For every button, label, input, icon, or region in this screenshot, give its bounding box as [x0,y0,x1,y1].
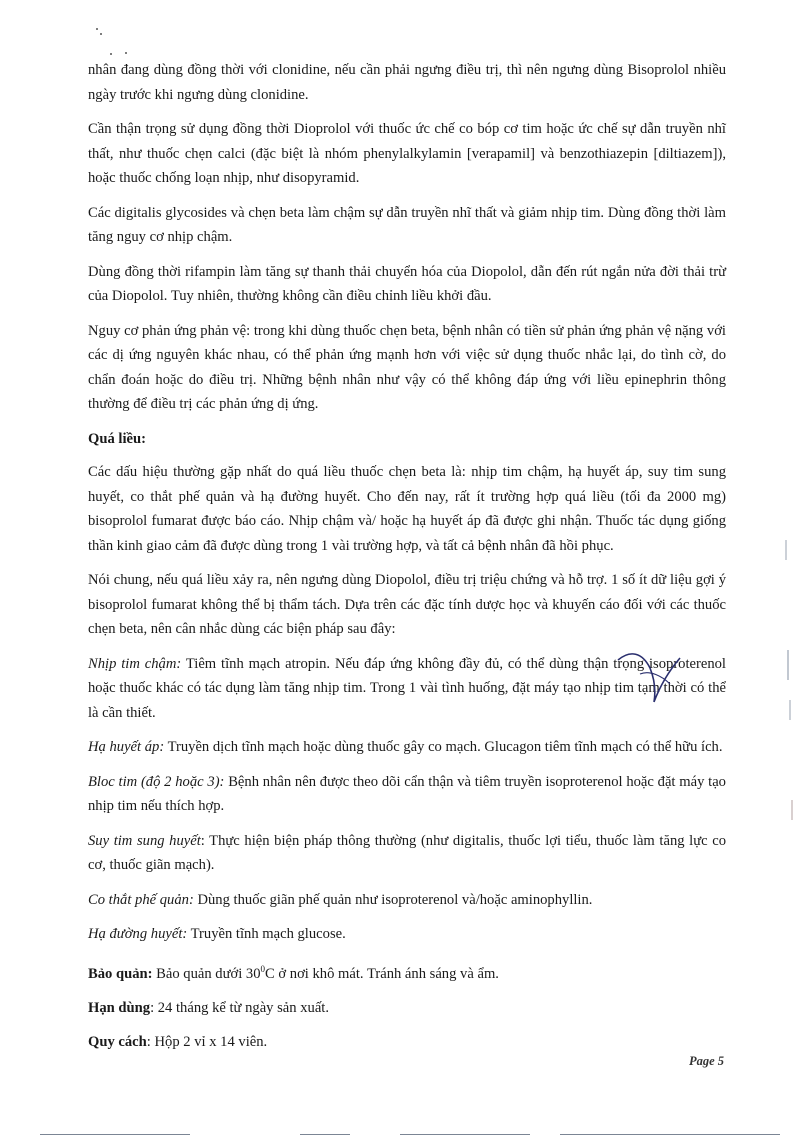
storage-text: Bảo quản dưới 30 [152,965,261,982]
handwritten-signature [610,630,690,710]
measure-text: Truyền dịch tĩnh mạch hoặc dùng thuốc gây co mạch. Glucagon tiêm tĩnh mạch có thể hữu ích. [164,739,723,755]
measure-text: Tiêm tĩnh mạch atropin. Nếu đáp ứng không đầy đủ, có thể dùng thận trọng isoproterenol hoặc thuốc khác có tác dụng làm tăng nhịp tim. Trong 1 vài tình huống, đặt máy tạo nhịp tim tạm thời có thể là cần thiết. [88,655,726,721]
packing-label: Quy cách [88,1034,147,1051]
measure-item [88,735,726,760]
measure-text: : Thực hiện biện pháp thông thường (như digitalis, thuốc lợi tiểu, thuốc làm tăng lực co cơ, thuốc giãn mạch). [88,832,726,873]
bottom-rule [400,1134,530,1135]
page-number: Page 5 [688,1054,724,1068]
measure-term: Hạ huyết áp: [88,739,165,755]
storage-line [88,957,726,986]
paragraph: Dùng đồng thời rifampin làm tăng sự thanh thải chuyển hóa của Diopolol, dẫn đến rút ngắn nửa đời thải trừ của Diopolol. Tuy nhiên, thường không cần điều chỉnh liều khởi đầu. [88,263,726,304]
storage-text-after: C ở nơi khô mát. Tránh ánh sáng và ẩm. [265,965,499,982]
storage-degree: 0 [260,963,266,974]
paragraph: Cần thận trọng sử dụng đồng thời Dioprolol với thuốc ức chế co bóp cơ tim hoặc ức chế sự dẫn truyền nhĩ thất, như thuốc chẹn calci (đặc biệt là nhóm phenylalkylamin [verapamil] và benzothiazepin [diltiazem]), hoặc thuốc chống loạn nhịp, như disopyramid. [88,121,726,186]
measure-term: Hạ đường huyết: [88,926,188,942]
expiry-label: Hạn dùng [88,999,151,1016]
expiry-line [88,996,726,1021]
measure-term: Suy tim sung huyết [88,832,201,849]
paragraph: Nói chung, nếu quá liều xảy ra, nên ngưng dùng Diopolol, điều trị triệu chứng và hỗ trợ. 1 số ít dữ liệu gợi ý bisoprolol fumarat không thể bị thẩm tách. Dựa trên các đặc tính dược học và khuyến cáo đối với các thuốc chẹn beta, nên cân nhắc dùng các biện pháp sau đây: [88,572,726,637]
measure-term: Bloc tim (độ 2 hoặc 3): [88,773,225,790]
packing-line [88,1030,726,1055]
paragraph: Các dấu hiệu thường gặp nhất do quá liều thuốc chẹn beta là: nhịp tim chậm, hạ huyết áp, suy tim sung huyết, co thắt phế quản và hạ đường huyết. Cho đến nay, rất ít trường hợp quá liều (tối đa 2000 mg) bisoprolol fumarat được báo cáo. Nhịp chậm và/ hoặc hạ huyết áp đã được ghi nhận. Thuốc tác dụng giống thần kinh giao cảm đã được dùng trong 1 vài trường hợp, và tất cả bệnh nhân đã hồi phục. [88,464,726,554]
measure-text: Bệnh nhân nên được theo dõi cẩn thận và tiêm truyền isoproterenol hoặc đặt máy tạo nhịp tim nếu thích hợp. [88,773,726,814]
measure-text: Dùng thuốc giãn phế quản như isoproterenol và/hoặc aminophyllin. [193,891,593,908]
bottom-rule [560,1134,780,1135]
paragraph: nhân đang dùng đồng thời với clonidine, nếu cần phải ngưng điều trị, thì nên ngưng dùng Bisoprolol nhiều ngày trước khi ngưng dùng clonidine. [88,62,726,103]
measure-item [88,829,726,878]
section-heading-overdose: Quá liều: [88,430,146,447]
storage-label: Bảo quản: [88,965,153,982]
scan-edge-marks [780,520,798,842]
measure-term: Nhịp tim chậm: [88,655,182,672]
measure-term: Co thắt phế quản: [88,891,194,908]
measure-text: Truyền tĩnh mạch glucose. [187,926,346,942]
paragraph: Nguy cơ phản ứng phản vệ: trong khi dùng thuốc chẹn beta, bệnh nhân có tiền sử phản ứng phản vệ nặng với các dị ứng nguyên khác nhau, có thể phản ứng mạnh hơn với việc sử dụng thuốc nhắc lại, do tình cờ, do chẩn đoán hoặc do điều trị. Những bệnh nhân như vậy có thể không đáp ứng với liều epinephrin thông thường để điều trị các phản ứng dị ứng. [88,322,726,412]
document-body [88,58,726,1065]
measure-item [88,888,726,913]
packing-text: : Hộp 2 vỉ x 14 viên. [146,1034,268,1051]
bottom-rule [40,1134,190,1135]
expiry-text: : 24 tháng kể từ ngày sản xuất. [150,999,330,1016]
paragraph: Các digitalis glycosides và chẹn beta làm chậm sự dẫn truyền nhĩ thất và giảm nhịp tim. Dùng đồng thời làm tăng nguy cơ nhịp chậm. [88,204,726,245]
measure-item [88,922,726,947]
bottom-rule [300,1134,350,1135]
measure-item [88,770,726,819]
